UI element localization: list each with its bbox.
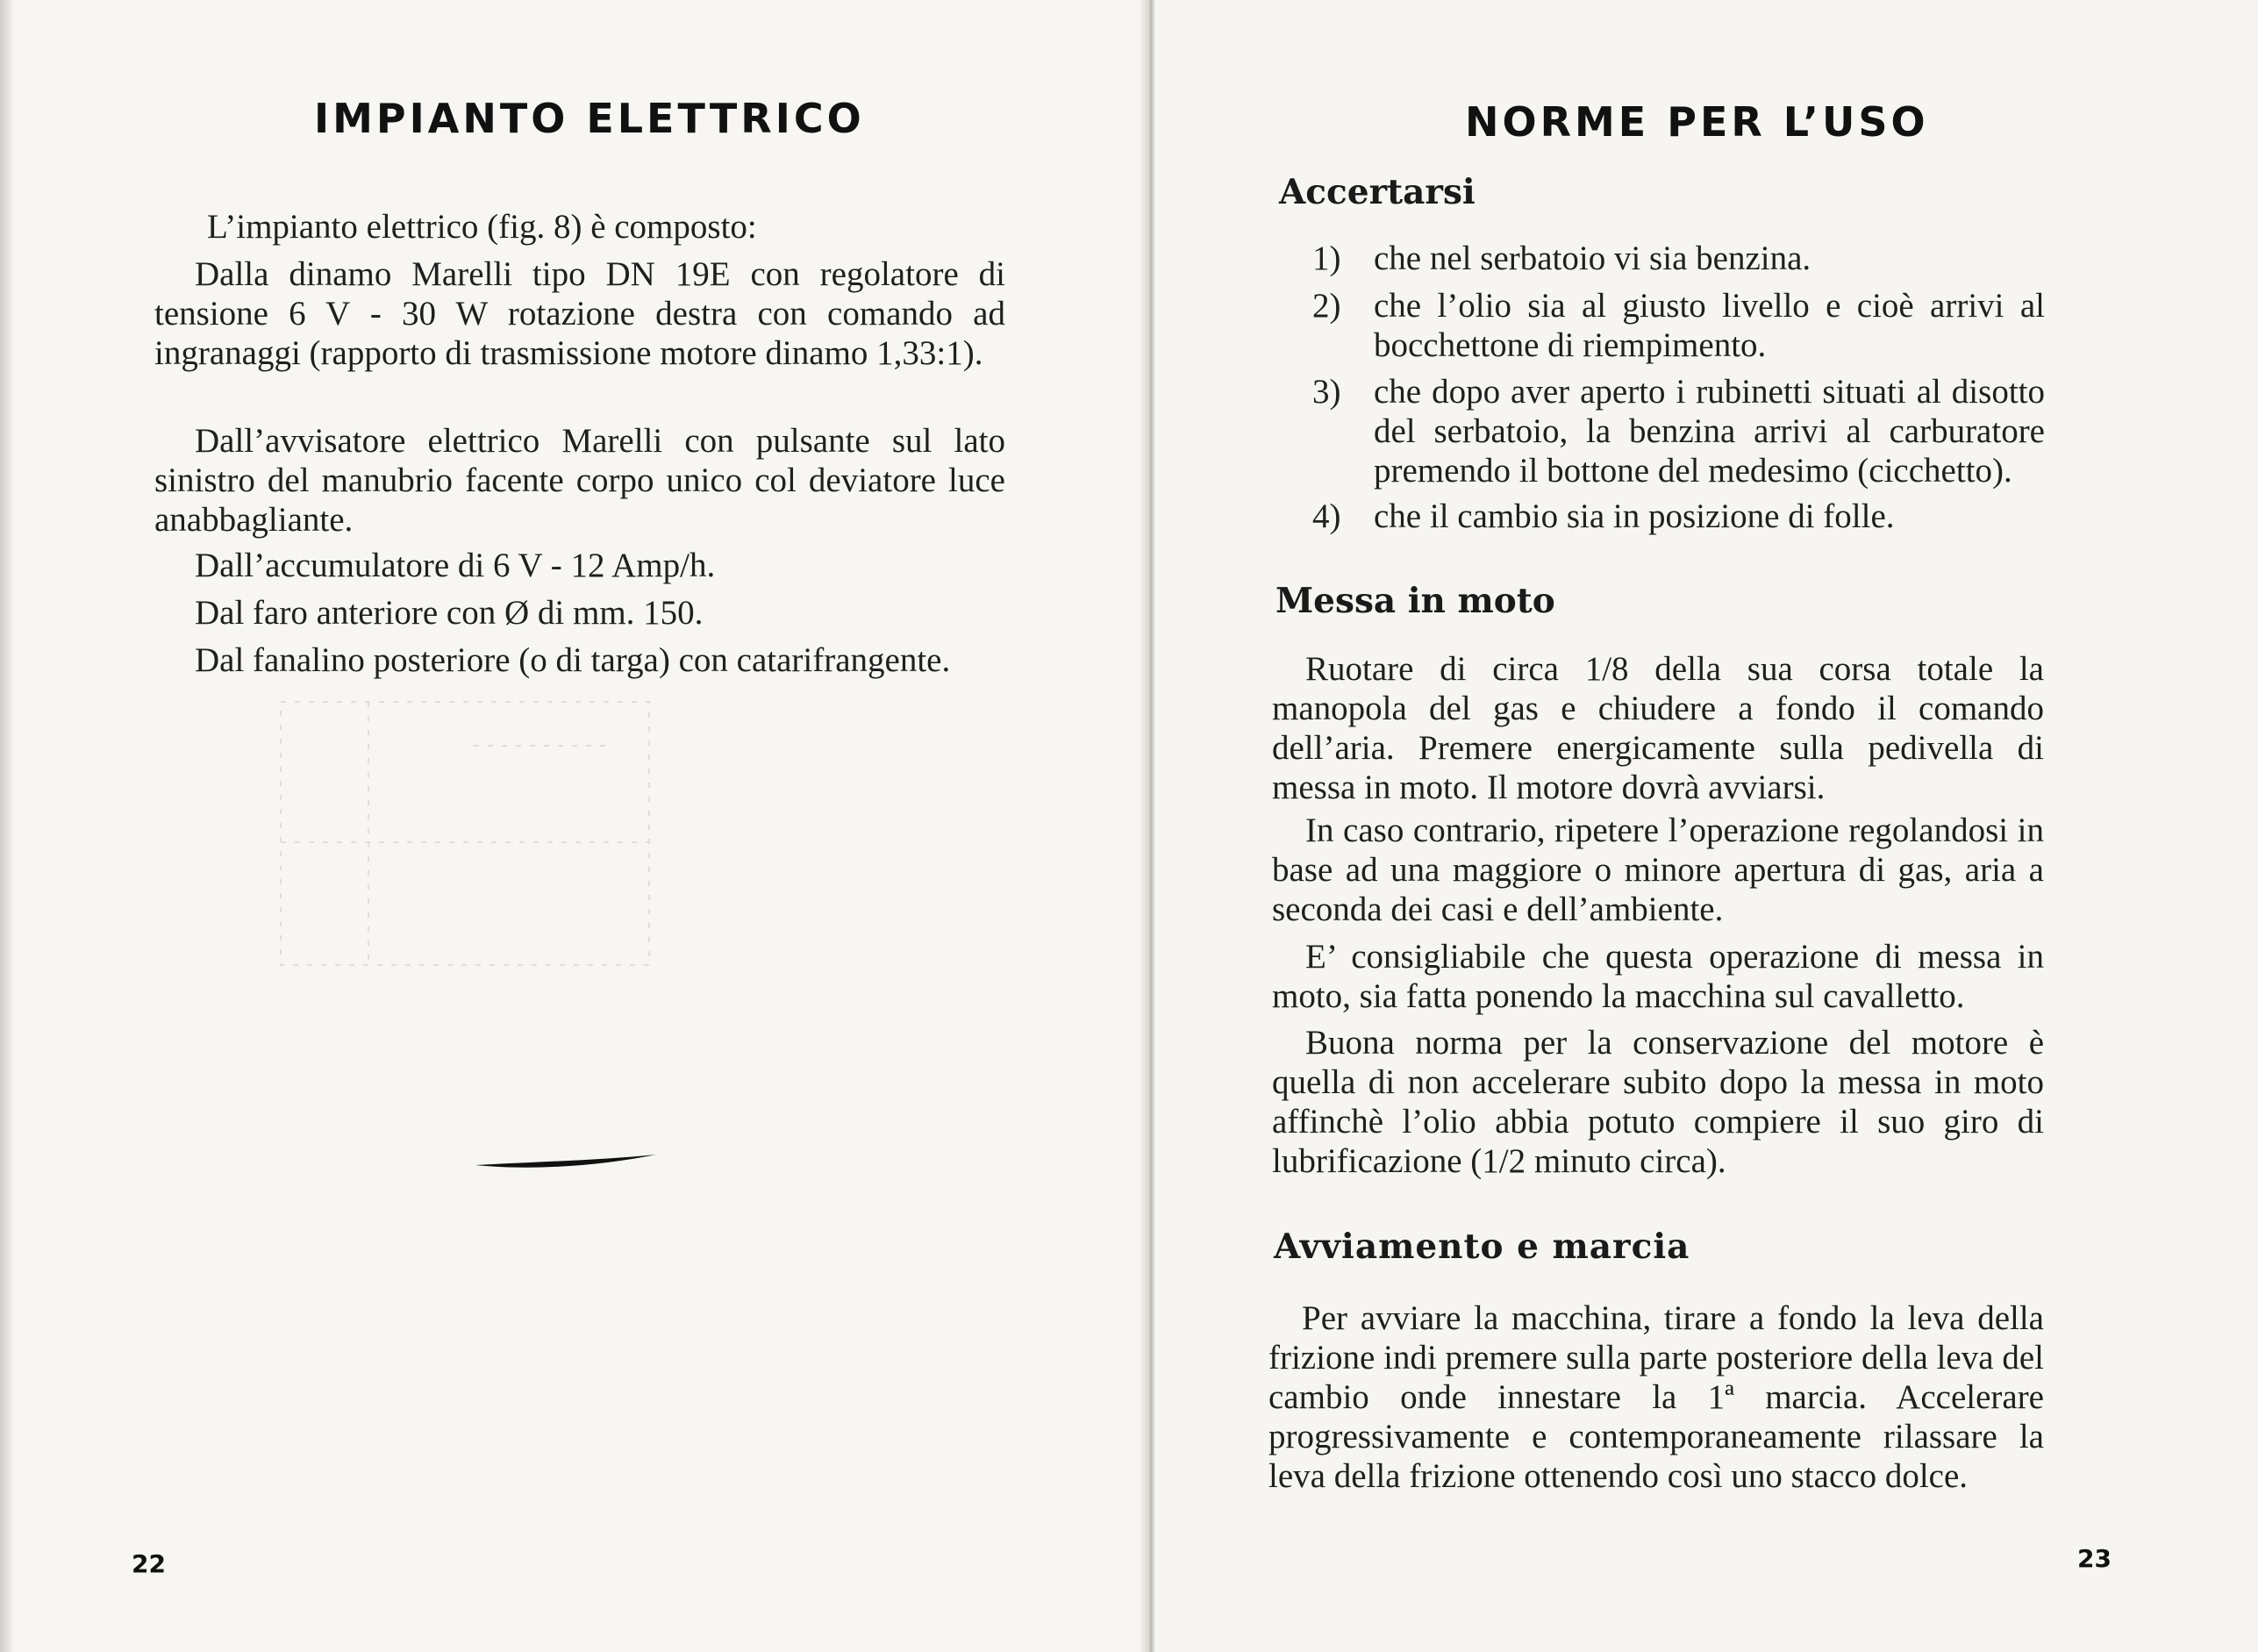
paragraph-faro: Dal faro anteriore con Ø di mm. 150. <box>195 594 704 632</box>
faint-show-through-figure <box>246 667 737 1018</box>
page-edge-shadow <box>0 0 12 1652</box>
paragraph-dinamo: Dalla dinamo Marelli tipo DN 19E con regolatore di tensione 6 V - 30 W rotazione destra con comando ad ingranaggi (rapporto di trasmissione motore dinamo 1,33:1). <box>154 255 1005 372</box>
list-item: 3) che dopo aver aperto i rubinetti situati al disotto del serbatoio, la benzina arrivi al carburatore premendo il bottone del medesimo (cicchetto). <box>1312 373 2045 490</box>
paragraph-fanalino: Dal fanalino posteriore (o di targa) con catarifrangente. <box>195 641 951 679</box>
paragraph: Per avviare la macchina, tirare a fondo la leva della frizione indi premere sulla parte posteriore della leva del cambio onde innestare la 1ª marcia. Accelerare progressivamente e contemporaneamente rilassare la leva della frizione ottenendo così uno stacco dolce. <box>1268 1299 2044 1495</box>
section-title: NORME PER L’USO <box>1465 98 1929 146</box>
section-title: IMPIANTO ELETTRICO <box>314 95 865 142</box>
paragraph-intro: L’impianto elettrico (fig. 8) è composto: <box>207 208 757 246</box>
decorative-swash-ornament <box>474 1148 658 1174</box>
list-item: 2) che l’olio sia al giusto livello e cioè arrivi al bocchettone di riempimento. <box>1312 287 2045 364</box>
paragraph-accumulatore: Dall’accumulatore di 6 V - 12 Amp/h. <box>195 547 716 584</box>
right-page <box>1154 0 2258 1652</box>
paragraph: E’ consigliabile che questa operazione di messa in moto, sia fatta ponendo la macchina sul cavalletto. <box>1272 938 2044 1015</box>
paragraph: Buona norma per la conservazione del motore è quella di non accelerare subito dopo la messa in moto affinchè l’olio abbia potuto compiere il suo giro di lubrificazione (1/2 minuto circa). <box>1272 1024 2044 1180</box>
page-number: 22 <box>132 1549 166 1578</box>
list-item: 1) che nel serbatoio vi sia benzina. <box>1312 240 1811 277</box>
heading-messa-in-moto: Messa in moto <box>1275 581 1555 621</box>
paragraph: Ruotare di circa 1/8 della sua corsa totale la manopola del gas e chiudere a fondo il comando dell’aria. Premere energicamente sulla pedivella di messa in moto. Il motore dovrà avviarsi. <box>1272 650 2044 806</box>
heading-avviamento-e-marcia: Avviamento e marcia <box>1274 1226 1690 1267</box>
list-item: 4) che il cambio sia in posizione di folle. <box>1312 497 1895 535</box>
paragraph-avvisatore: Dall’avvisatore elettrico Marelli con pulsante sul lato sinistro del manubrio facente corpo unico col deviatore luce anabbagliante. <box>154 422 1005 539</box>
paragraph: In caso contrario, ripetere l’operazione regolandosi in base ad una maggiore o minore apertura di gas, aria a seconda dei casi e dell’ambiente. <box>1272 812 2044 928</box>
page-number: 23 <box>2077 1544 2112 1573</box>
heading-accertarsi: Accertarsi <box>1279 172 1476 212</box>
